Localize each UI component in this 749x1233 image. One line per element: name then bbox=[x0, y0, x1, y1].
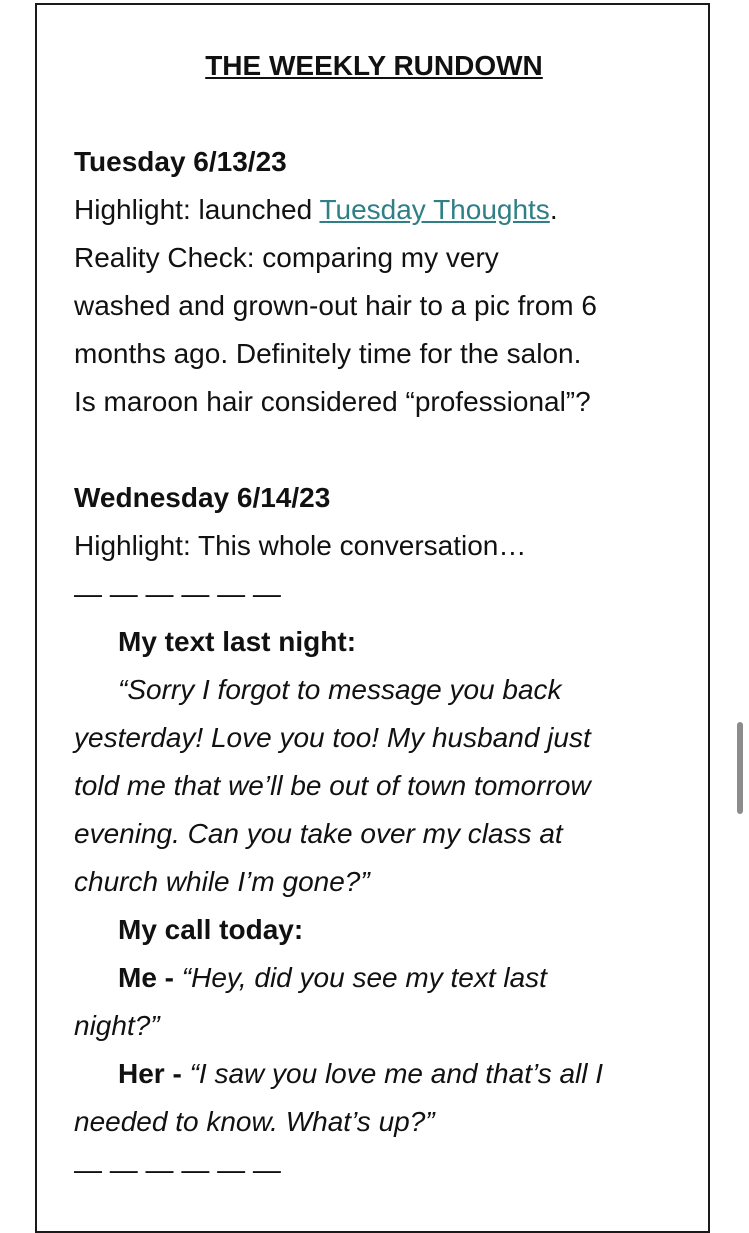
reality-check-line-1: Reality Check: comparing my very bbox=[74, 242, 499, 273]
tuesday-highlight bbox=[74, 186, 558, 234]
reality-check-line-2: washed and grown-out hair to a pic from 6 bbox=[74, 290, 597, 321]
me-line-1 bbox=[118, 954, 547, 1002]
reality-check-line-3: months ago. Definitely time for the salon. bbox=[74, 338, 582, 369]
tuesday-heading: Tuesday 6/13/23 bbox=[74, 146, 287, 177]
text-line-3: told me that we’ll be out of town tomorrow bbox=[74, 770, 591, 801]
highlight-suffix: . bbox=[549, 194, 558, 225]
text-line-5: church while I’m gone?” bbox=[74, 866, 370, 897]
reality-check-line-4: Is maroon hair considered “professional”? bbox=[74, 386, 591, 417]
tuesday-thoughts-link[interactable]: Tuesday Thoughts bbox=[319, 194, 550, 225]
text-label: My text last night: bbox=[118, 626, 357, 657]
her-line-2: needed to know. What’s up?” bbox=[74, 1106, 435, 1137]
highlight-prefix: Highlight: launched bbox=[74, 194, 320, 225]
me-line-2: night?” bbox=[74, 1010, 160, 1041]
call-label: My call today: bbox=[118, 914, 304, 945]
divider-end: — — — — — — bbox=[74, 1154, 281, 1185]
text-line-4: evening. Can you take over my class at bbox=[74, 818, 563, 849]
wednesday-highlight: Highlight: This whole conversation… bbox=[74, 530, 527, 561]
me-label: Me - bbox=[118, 962, 182, 993]
me-quote: “Hey, did you see my text last bbox=[181, 962, 547, 993]
scrollbar-thumb[interactable] bbox=[737, 722, 743, 814]
text-line-1: “Sorry I forgot to message you back bbox=[118, 674, 562, 705]
her-quote: “I saw you love me and that’s all I bbox=[189, 1058, 604, 1089]
her-label: Her - bbox=[118, 1058, 190, 1089]
page-title: THE WEEKLY RUNDOWN bbox=[205, 50, 543, 81]
text-line-2: yesterday! Love you too! My husband just bbox=[74, 722, 591, 753]
divider-start: — — — — — — bbox=[74, 578, 281, 609]
wednesday-heading: Wednesday 6/14/23 bbox=[74, 482, 331, 513]
her-line-1 bbox=[118, 1050, 603, 1098]
